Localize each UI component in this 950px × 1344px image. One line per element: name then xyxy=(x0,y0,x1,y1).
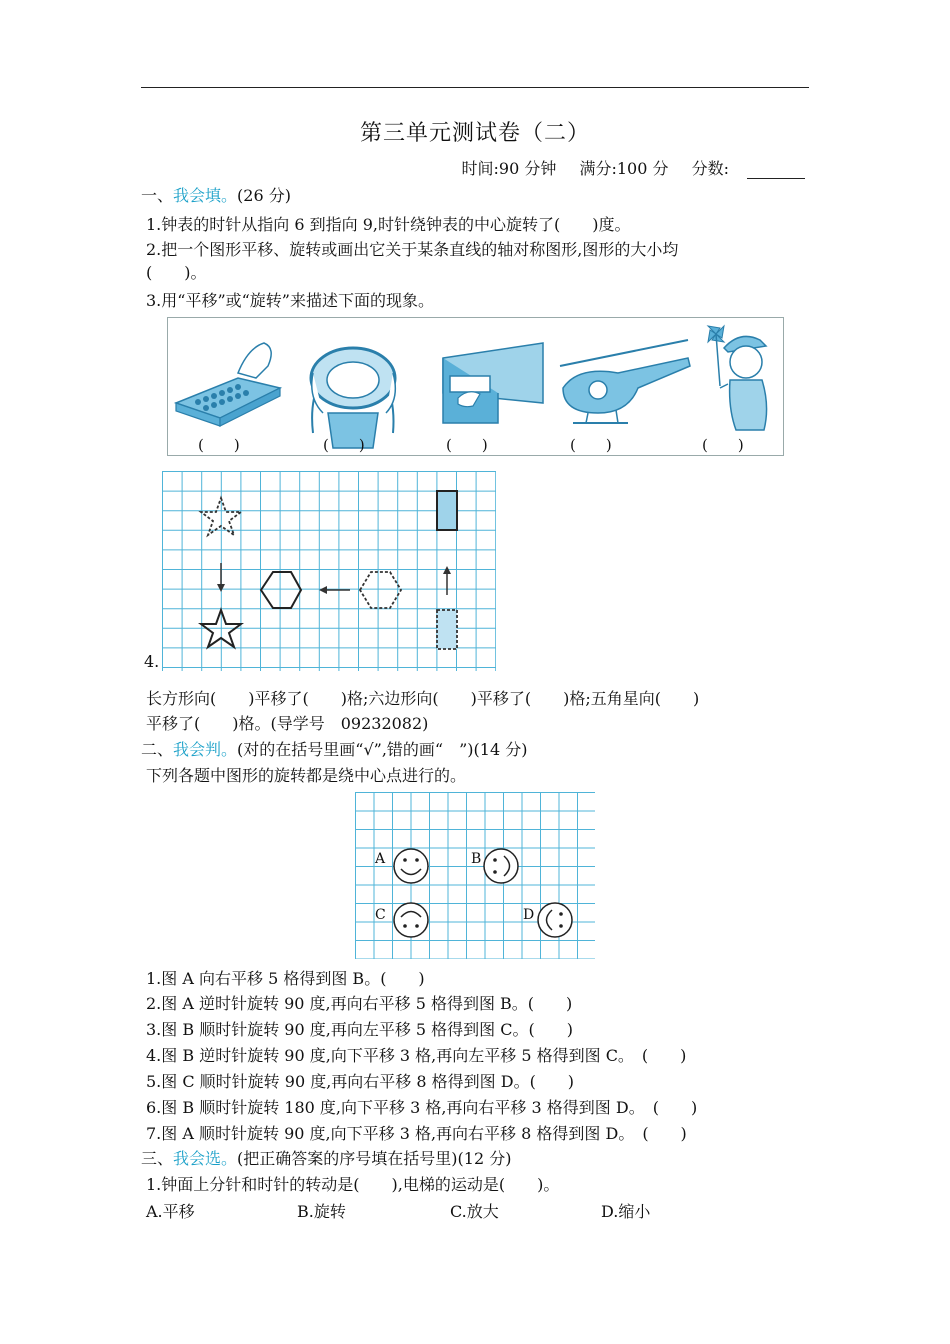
faces-grid xyxy=(355,792,595,963)
solid-hexagon-shape xyxy=(261,572,301,608)
face-b-icon xyxy=(484,849,518,883)
header-rule xyxy=(141,87,809,88)
question-1-1: 1.钟表的时针从指向 6 到指向 9,时针绕钟表的中心旋转了( )度。 xyxy=(146,215,631,234)
picture-1-blank[interactable]: ( ) xyxy=(198,436,240,454)
section-1-heading xyxy=(141,183,291,206)
section-1-note: (26 分) xyxy=(237,186,291,205)
helicopter-illustration xyxy=(560,340,690,423)
judge-item-1: 1.图 A 向右平移 5 格得到图 B。( ) xyxy=(146,969,425,988)
judge-item-6: 6.图 B 顺时针旋转 180 度,向下平移 3 格,再向右平移 3 格得到图 D。 ( ) xyxy=(146,1098,698,1117)
translation-grid-svg xyxy=(162,471,496,671)
steering-wheel-illustration xyxy=(311,348,395,448)
picture-4-blank[interactable]: ( ) xyxy=(570,436,612,454)
question-1-2-cont: ( )。 xyxy=(146,263,207,282)
section-2-note: (对的在括号里画“√”,错的画“ ”)(14 分) xyxy=(237,740,528,759)
face-d-icon xyxy=(538,903,572,937)
abacus-illustration xyxy=(176,343,280,426)
phenomena-picture-strip xyxy=(167,317,784,456)
full-score-info: 满分:100 分 xyxy=(579,159,669,178)
section-2-number: 二、 xyxy=(141,740,174,759)
option-a: A.平移 xyxy=(146,1202,195,1221)
section-2-name: 我会判。 xyxy=(173,740,238,759)
option-d: D.缩小 xyxy=(601,1202,651,1221)
judge-item-2: 2.图 A 逆时针旋转 90 度,再向右平移 5 格得到图 B。( ) xyxy=(146,994,573,1013)
question-1-3: 3.用“平移”或“旋转”来描述下面的现象。 xyxy=(146,291,434,310)
section-2-heading xyxy=(141,737,527,760)
drawer-illustration xyxy=(443,343,543,423)
page-title: 第三单元测试卷（二） xyxy=(359,121,590,146)
section-3-name: 我会选。 xyxy=(173,1149,238,1168)
option-b: B.旋转 xyxy=(297,1202,346,1221)
dashed-rectangle-shape xyxy=(437,610,457,649)
question-1-4-number: 4. xyxy=(144,652,160,671)
face-d-label: D xyxy=(523,907,535,923)
solid-rectangle-shape xyxy=(437,491,457,530)
score-label: 分数: xyxy=(691,159,729,178)
face-a-icon xyxy=(394,849,428,883)
exam-meta xyxy=(444,156,805,179)
section-3-number: 三、 xyxy=(141,1149,174,1168)
question-1-4-text-cont: 平移了( )格。(导学号 09232082) xyxy=(146,714,429,733)
picture-3-blank[interactable]: ( ) xyxy=(446,436,488,454)
option-c: C.放大 xyxy=(450,1202,499,1221)
boy-with-pinwheel-illustration xyxy=(708,326,767,430)
face-c-icon xyxy=(394,903,428,937)
question-1-2: 2.把一个图形平移、旋转或画出它关于某条直线的轴对称图形,图形的大小均 xyxy=(146,240,679,259)
judge-item-5: 5.图 C 顺时针旋转 90 度,再向右平移 8 格得到图 D。( ) xyxy=(146,1072,575,1091)
section-3-heading xyxy=(141,1146,511,1169)
time-info: 时间:90 分钟 xyxy=(461,159,557,178)
face-b-label: B xyxy=(471,851,482,867)
section-3-note: (把正确答案的序号填在括号里)(12 分) xyxy=(237,1149,512,1168)
translation-grid xyxy=(162,471,496,675)
judge-item-7: 7.图 A 顺时针旋转 90 度,向下平移 3 格,再向右平移 8 格得到图 D。 ( ) xyxy=(146,1124,687,1143)
question-1-4-text: 长方形向( )平移了( )格;六边形向( )平移了( )格;五角星向( ) xyxy=(146,689,700,708)
face-c-label: C xyxy=(375,907,386,923)
judge-item-3: 3.图 B 顺时针旋转 90 度,再向左平移 5 格得到图 C。( ) xyxy=(146,1020,573,1039)
question-3-1: 1.钟面上分针和时针的转动是( ),电梯的运动是( )。 xyxy=(146,1175,560,1194)
score-blank[interactable] xyxy=(747,160,805,179)
dashed-hexagon-shape xyxy=(360,572,401,608)
section-2-intro: 下列各题中图形的旋转都是绕中心点进行的。 xyxy=(146,766,467,785)
picture-5-blank[interactable]: ( ) xyxy=(702,436,744,454)
face-a-label: A xyxy=(375,851,386,867)
section-1-number: 一、 xyxy=(141,186,174,205)
judge-item-4: 4.图 B 逆时针旋转 90 度,向下平移 3 格,再向左平移 5 格得到图 C。 ( ) xyxy=(146,1046,687,1065)
picture-2-blank[interactable]: ( ) xyxy=(323,436,365,454)
section-1-name: 我会填。 xyxy=(173,186,238,205)
faces-grid-svg xyxy=(355,792,595,959)
